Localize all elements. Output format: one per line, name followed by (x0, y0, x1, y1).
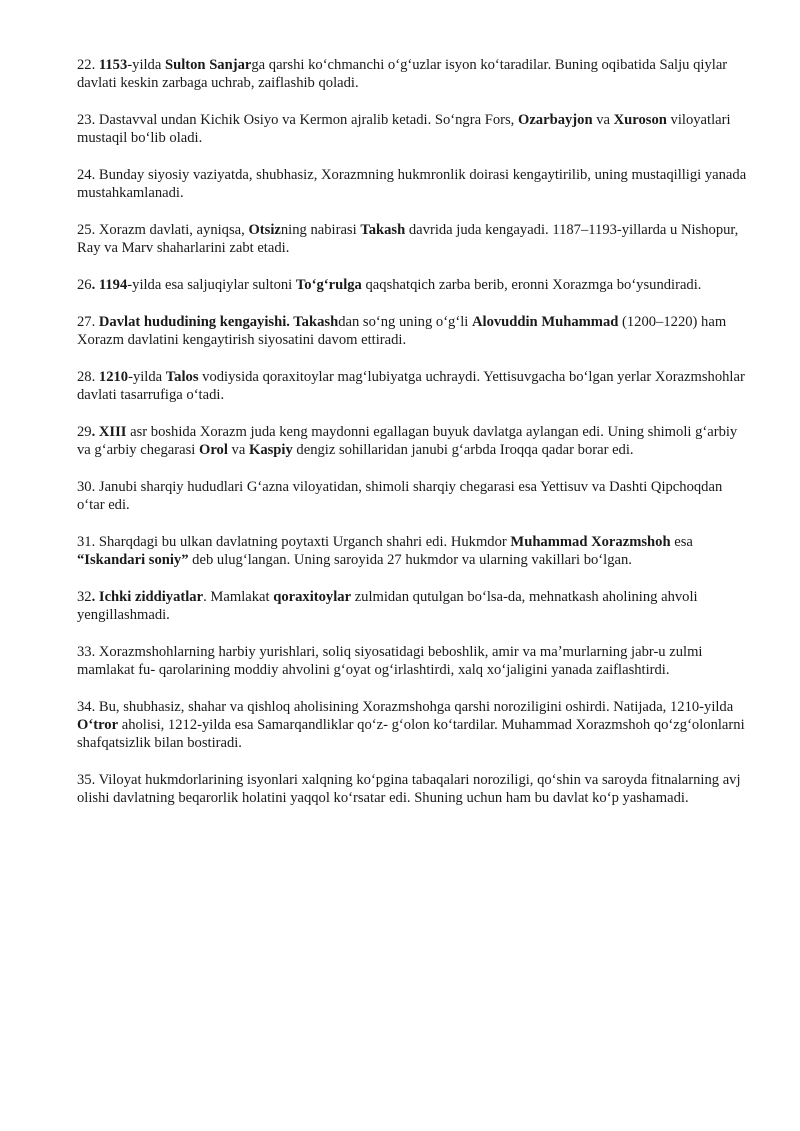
text-run: 22. (77, 57, 99, 73)
paragraph-24 (77, 166, 747, 202)
text-run: 30. Janubi sharqiy hududlari Gʻazna viloyatidan, shimoli sharqiy chegarasi esa Yettisuv va Dashti Qipchoqdan oʻtar edi. (77, 479, 723, 513)
text-run: va (227, 442, 249, 458)
paragraph-25 (77, 221, 747, 257)
text-run: . Mamlakat (203, 589, 274, 605)
text-run: viloyatlari mustaqil boʻlib oladi. (77, 112, 731, 146)
paragraph-26 (77, 276, 747, 294)
text-run: 28. (77, 369, 99, 385)
paragraph-27 (77, 313, 747, 349)
bold-run: “Iskandari soniy” (77, 552, 189, 568)
text-run: -yilda esa saljuqiylar sultoni (127, 277, 296, 293)
bold-run: Kaspiy (248, 442, 293, 458)
text-run: vodiysida qoraxitoylar magʻlubiyatga uchraydi. Yettisuvgacha boʻlgan yerlar Xorazmshohlar davlati tasarrufiga oʻtadi. (77, 369, 745, 403)
bold-run: Takash (360, 222, 406, 238)
text-run: (1200–1220) ham Xorazm davlatini kengaytirish siyosatini davom ettiradi. (77, 314, 727, 348)
text-run: ga qarshi koʻchmanchi oʻgʻuzlar isyon koʻtaradilar. Buning oqibatida Salju qiylar davlati keskin zarbaga uchrab, zaiflashib qoladi. (77, 57, 728, 91)
bold-run: Alovuddin Muhammad (471, 314, 619, 330)
text-run: 29 (77, 424, 92, 440)
text-run: ning nabirasi (280, 222, 361, 238)
text-run: 32 (77, 589, 92, 605)
text-run: dengiz sohillaridan janubi gʻarbda Iroqqa qadar borar edi. (292, 442, 634, 458)
bold-run: qoraxitoylar (273, 589, 352, 605)
text-run: 23. Dastavval undan Kichik Osiyo va Kermon ajralib ketadi. Soʻngra Fors, (77, 112, 518, 128)
bold-run: Sulton Sanjar (164, 57, 252, 73)
bold-run: Ozarbayjon (517, 112, 593, 128)
bold-run: Oʻtror (77, 717, 119, 733)
text-run: va (592, 112, 614, 128)
bold-run: Davlat hududining kengayishi. Takash (98, 314, 339, 330)
bold-run: Xuroson (613, 112, 667, 128)
bold-run: Talos (165, 369, 199, 385)
text-run: qaqshatqich zarba berib, eronni Xorazmga boʻysundiradi. (361, 277, 702, 293)
bold-run: 1153 (98, 57, 128, 73)
bold-run: Muhammad Xorazmshoh (510, 534, 671, 550)
paragraph-33 (77, 643, 747, 679)
text-run: esa (670, 534, 693, 550)
bold-run: 1210 (98, 369, 129, 385)
text-run: 24. Bunday siyosiy vaziyatda, shubhasiz, Xorazmning hukmronlik doirasi kengaytirilib, uning mustaqilligi yanada mustahkamlanadi. (77, 167, 747, 201)
paragraph-22 (77, 56, 747, 92)
paragraph-28 (77, 368, 747, 404)
paragraph-23 (77, 111, 747, 147)
text-run: 35. Viloyat hukmdorlarining isyonlari xalqning koʻpgina tabaqalari noroziligi, qoʻshin va saroyda fitnalarning avj olishi davlatning beqarorlik holatini yaqqol koʻrsatar edi. Shuning uchun ham bu davlat koʻp yashamadi. (77, 772, 741, 806)
text-run: dan soʻng uning oʻgʻli (338, 314, 472, 330)
paragraph-31 (77, 533, 747, 569)
bold-run: Toʻgʻrulga (295, 277, 362, 293)
bold-run: Orol (198, 442, 228, 458)
text-run: deb ulugʻlangan. Uning saroyida 27 hukmdor va ularning vakillari boʻlgan. (188, 552, 632, 568)
bold-run: Otsiz (248, 222, 281, 238)
text-run: zulmidan qutulgan boʻlsa-da, mehnatkash aholining ahvoli yengillashmadi. (77, 589, 698, 623)
text-run: -yilda (128, 369, 166, 385)
text-run: aholisi, 1212-yilda esa Samarqandliklar qoʻz- gʻolon koʻtardilar. Muhammad Xorazmshoh qoʻzgʻolonlarni shafqatsizlik bilan bostiradi. (77, 717, 745, 751)
text-run: -yilda (127, 57, 165, 73)
bold-run: . 1194 (91, 277, 128, 293)
paragraph-29 (77, 423, 747, 459)
text-run: 27. (77, 314, 99, 330)
bold-run: . XIII (91, 424, 127, 440)
text-run: 26 (77, 277, 92, 293)
text-run: 33. Xorazmshohlarning harbiy yurishlari, soliq siyosatidagi beboshlik, amir va maʼmurlarning jabr-u zulmi mamlakat fu- qarolarining moddiy ahvolini gʻoyat ogʻirlashtirdi, xalq xoʻjaligini yanada zaiflashtirdi. (77, 644, 703, 678)
text-run: asr boshida Xorazm juda keng maydonni egallagan buyuk davlatga aylangan edi. Uning shimoli gʻarbiy va gʻarbiy chegarasi (77, 424, 738, 458)
bold-run: . Ichki ziddiyatlar (91, 589, 204, 605)
paragraph-30 (77, 478, 747, 514)
paragraph-32 (77, 588, 747, 624)
paragraph-34 (77, 698, 747, 752)
paragraph-35 (77, 771, 747, 807)
text-run: 25. Xorazm davlati, ayniqsa, (77, 222, 249, 238)
text-run: 31. Sharqdagi bu ulkan davlatning poytaxti Urganch shahri edi. Hukmdor (77, 534, 511, 550)
text-run: 34. Bu, shubhasiz, shahar va qishloq aholisining Xorazmshohga qarshi noroziligini oshirdi. Natijada, 1210-yilda (77, 699, 734, 715)
document-page (77, 56, 747, 826)
text-run: davrida juda kengayadi. 1187–1193-yillarda u Nishopur, Ray va Marv shaharlarini zabt etadi. (77, 222, 739, 256)
